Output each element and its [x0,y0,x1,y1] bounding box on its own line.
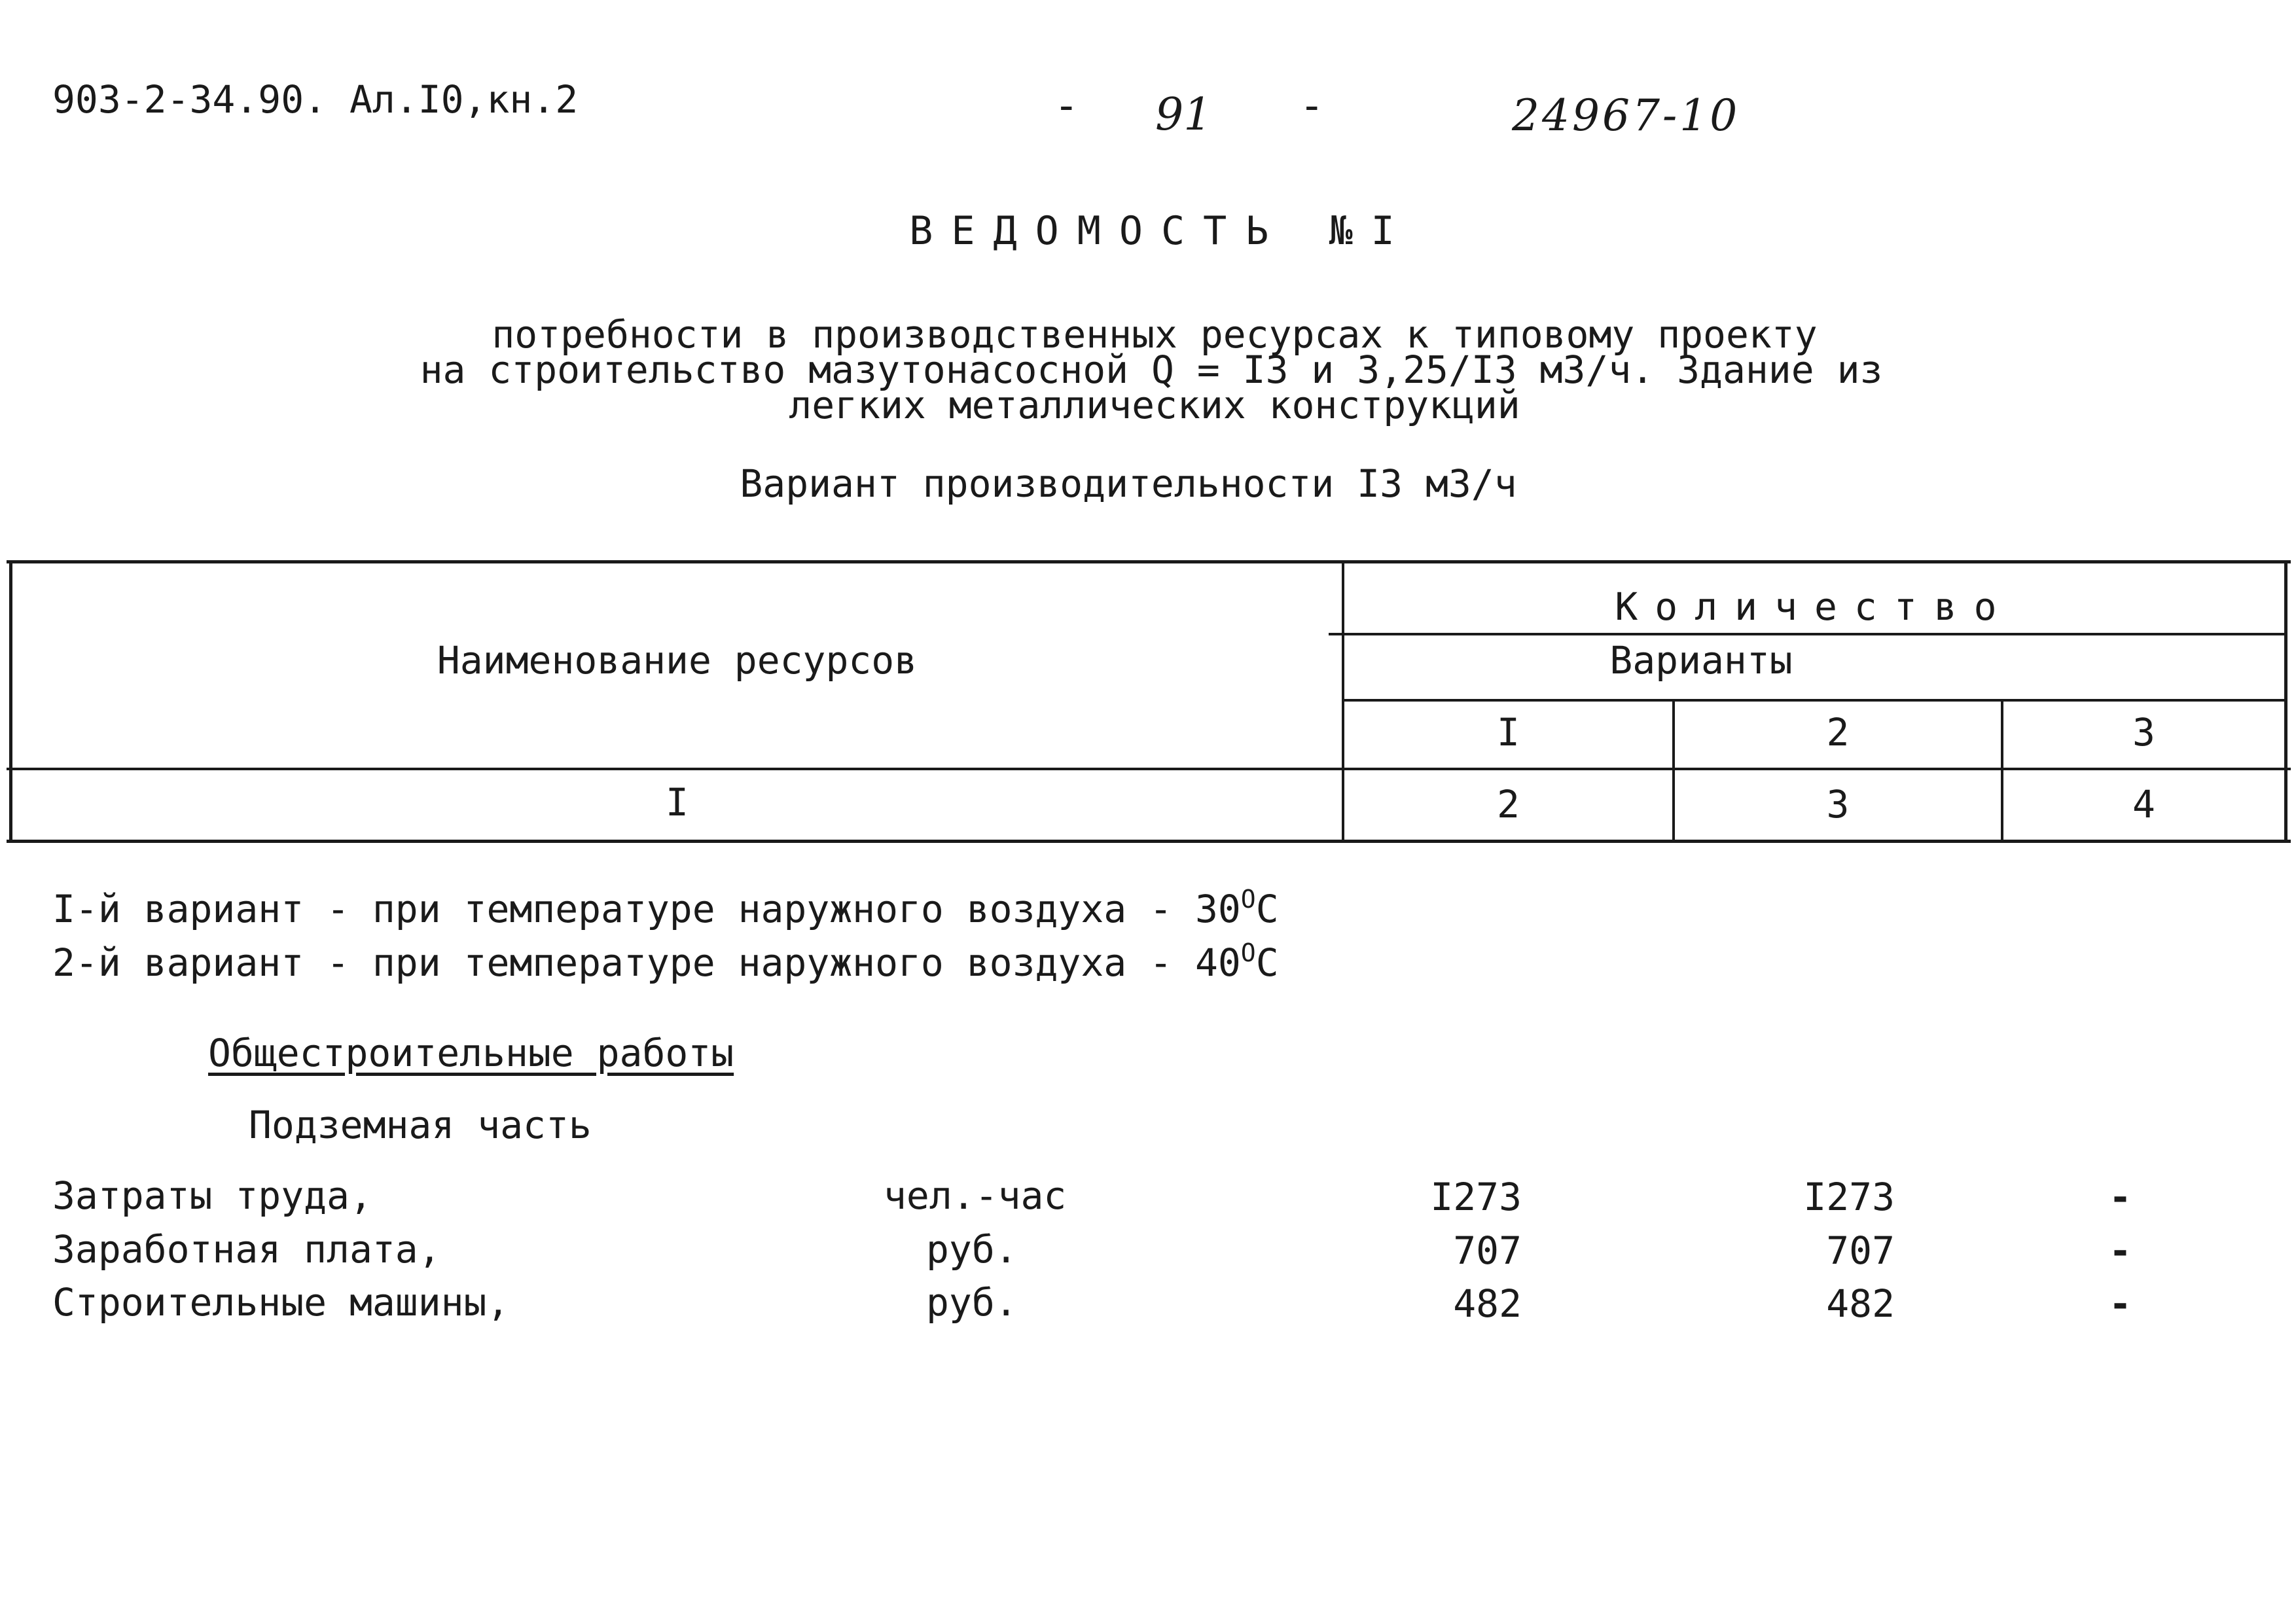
capacity-variant-line: Вариант производительности I3 м3/ч [740,461,1517,506]
row-value-variant-3: - [2109,1281,2132,1326]
table-name-column-header: Наименование ресурсов [437,638,918,683]
table-column-number-1: I [666,780,689,825]
table-variant-number-1: I [1497,710,1520,755]
document-title: ВЕДОМОСТЬ №I [909,208,1413,254]
row-unit: руб. [926,1280,1018,1325]
table-variant-number-2: 2 [1826,710,1850,755]
page-number-dash-left: - [1054,82,1079,130]
subtitle-line-2: на строительство мазутонасосной Q = I3 и 3,25/I3 м3/ч. Здание из [420,348,1883,392]
subtitle-line-1: потребности в производственных ресурсах к типовому проекту [492,312,1818,357]
row-label: Затраты труда, [52,1173,372,1218]
table-column-number-3: 3 [1826,782,1850,827]
row-value-variant-1: 482 [1453,1281,1522,1326]
table-quantity-divider [1329,633,2287,635]
variant-note-1: I-й вариант - при температуре наружного воздуха - $30^OC$ [52,885,1279,931]
document-code: 903-2-34.90. Ал.I0,кн.2 [52,77,579,122]
variant-note-2: 2-й вариант - при температуре наружного воздуха - $40^OC$ [52,938,1279,985]
subsection-title: Подземная часть [249,1103,592,1147]
table-quantity-header: Количество [1615,584,2014,629]
page-number-dash-right: - [1299,82,1325,130]
row-value-variant-1: I273 [1430,1175,1522,1219]
row-value-variant-2: I273 [1803,1175,1895,1219]
row-unit: руб. [926,1227,1018,1272]
row-unit: чел.-час [884,1173,1067,1218]
row-value-variant-1: 707 [1453,1228,1522,1273]
handwritten-code: 24967-10 [1512,90,1740,141]
table-bottom-border [7,840,2291,843]
table-numbering-divider [7,768,2291,770]
table-column-number-4: 4 [2132,782,2155,827]
row-label: Заработная плата, [52,1227,441,1272]
row-value-variant-3: - [2109,1228,2132,1273]
table-right-border [2284,560,2287,843]
table-column-number-2: 2 [1497,782,1520,827]
row-value-variant-2: 482 [1826,1281,1895,1326]
table-variants-divider [1342,699,2287,702]
row-value-variant-2: 707 [1826,1228,1895,1273]
table-variants-header: Варианты [1609,638,1793,683]
row-value-variant-3: - [2109,1175,2132,1219]
row-label: Строительные машины, [52,1280,510,1325]
table-top-border [7,560,2291,563]
page-number: 91 [1155,89,1212,141]
section-title: Общестроительные работы [208,1031,734,1075]
table-variant-number-3: 3 [2132,710,2155,755]
subtitle-line-3: легких металлических конструкций [789,383,1520,427]
